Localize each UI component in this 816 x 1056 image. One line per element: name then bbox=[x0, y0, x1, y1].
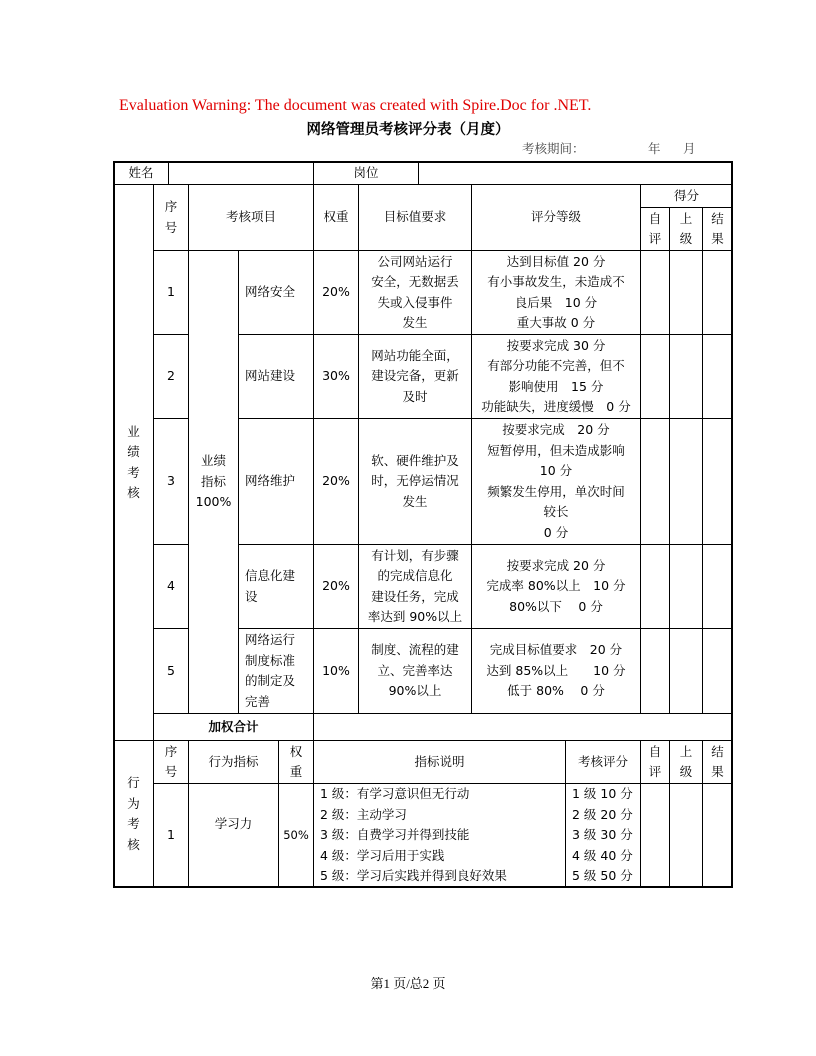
header-result: 结 果 bbox=[702, 207, 733, 251]
behavior-row-description: 1 级：有学习意识但无行动 2 级：主动学习 3 级：自费学习并得到技能 4 级：学习后用于实践 5 级：学习后实践并得到良好效果 bbox=[313, 783, 566, 888]
row-weight: 20% bbox=[313, 544, 359, 629]
header-weight: 权重 bbox=[313, 184, 359, 251]
behavior-header-seq: 序 号 bbox=[153, 740, 189, 784]
document-title: 网络管理员考核评分表（月度） bbox=[306, 121, 510, 138]
row-item: 信息化建 设 bbox=[238, 544, 314, 629]
row-grading: 按要求完成 20 分 短暂停用，但未造成影响 10 分 频繁发生停用，单次时间 较长 0 分 bbox=[471, 418, 641, 545]
row-weight: 20% bbox=[313, 250, 359, 335]
row-target: 公司网站运行 安全，无数据丢 失或入侵事件 发生 bbox=[358, 250, 472, 335]
period-label: 考核期间： bbox=[522, 141, 585, 156]
header-target: 目标值要求 bbox=[358, 184, 472, 251]
behavior-header-result: 结 果 bbox=[702, 740, 733, 784]
page-footer: 第1 页/总2 页 bbox=[370, 976, 446, 991]
row-grading: 按要求完成 30 分 有部分功能不完善，但不 影响使用 15 分 功能缺失，进度缓慢 0 分 bbox=[471, 334, 641, 419]
behavior-row-indicator: 学习力 bbox=[188, 783, 279, 888]
header-seq: 序 号 bbox=[153, 184, 189, 251]
name-label: 姓名 bbox=[113, 161, 169, 185]
row-grading: 达到目标值 20 分 有小事故发生，未造成不 良后果 10 分 重大事故 0 分 bbox=[471, 250, 641, 335]
header-grading: 评分等级 bbox=[471, 184, 641, 251]
row-item: 网络运行 制度标准 的制定及 完善 bbox=[238, 628, 314, 714]
period-year: 年 bbox=[648, 141, 661, 156]
row-target: 有计划，有步骤 的完成信息化 建设任务，完成 率达到 90%以上 bbox=[358, 544, 472, 629]
row-weight: 20% bbox=[313, 418, 359, 545]
row-target: 网站功能全面， 建设完备，更新 及时 bbox=[358, 334, 472, 419]
row-seq: 4 bbox=[153, 544, 189, 629]
behavior-header-weight: 权 重 bbox=[278, 740, 314, 784]
row-grading: 完成目标值要求 20 分 达到 85%以上 10 分 低于 80% 0 分 bbox=[471, 628, 641, 714]
row-seq: 5 bbox=[153, 628, 189, 714]
row-item: 网站建设 bbox=[238, 334, 314, 419]
behavior-row-score: 1 级 10 分 2 级 20 分 3 级 30 分 4 级 40 分 5 级 50 分 bbox=[565, 783, 641, 888]
header-score: 得分 bbox=[640, 184, 733, 208]
behavior-row-seq: 1 bbox=[153, 783, 189, 888]
behavior-header-indicator: 行为指标 bbox=[188, 740, 279, 784]
row-target: 软、硬件维护及 时，无停运情况 发生 bbox=[358, 418, 472, 545]
row-weight: 30% bbox=[313, 334, 359, 419]
row-weight: 10% bbox=[313, 628, 359, 714]
weighted-total-label: 加权合计 bbox=[153, 713, 314, 741]
row-target: 制度、流程的建 立、完善率达 90%以上 bbox=[358, 628, 472, 714]
performance-category: 业 绩 考 核 bbox=[113, 184, 154, 741]
row-seq: 3 bbox=[153, 418, 189, 545]
header-self: 自 评 bbox=[640, 207, 670, 251]
header-superior: 上 级 bbox=[669, 207, 703, 251]
table-outer-border bbox=[113, 161, 733, 888]
period-month: 月 bbox=[683, 141, 696, 156]
behavior-header-score: 考核评分 bbox=[565, 740, 641, 784]
header-item: 考核项目 bbox=[188, 184, 314, 251]
behavior-header-superior: 上 级 bbox=[669, 740, 703, 784]
position-label: 岗位 bbox=[313, 161, 419, 185]
evaluation-warning: Evaluation Warning: The document was created with Spire.Doc for .NET. bbox=[119, 97, 592, 114]
behavior-category: 行 为 考 核 bbox=[113, 740, 154, 888]
behavior-row-weight: 50% bbox=[278, 783, 314, 888]
behavior-header-self: 自 评 bbox=[640, 740, 670, 784]
row-seq: 2 bbox=[153, 334, 189, 419]
row-seq: 1 bbox=[153, 250, 189, 335]
row-item: 网络安全 bbox=[238, 250, 314, 335]
behavior-header-description: 指标说明 bbox=[313, 740, 566, 784]
performance-group: 业绩 指标 100% bbox=[188, 250, 239, 714]
row-grading: 按要求完成 20 分 完成率 80%以上 10 分 80%以下 0 分 bbox=[471, 544, 641, 629]
row-item: 网络维护 bbox=[238, 418, 314, 545]
